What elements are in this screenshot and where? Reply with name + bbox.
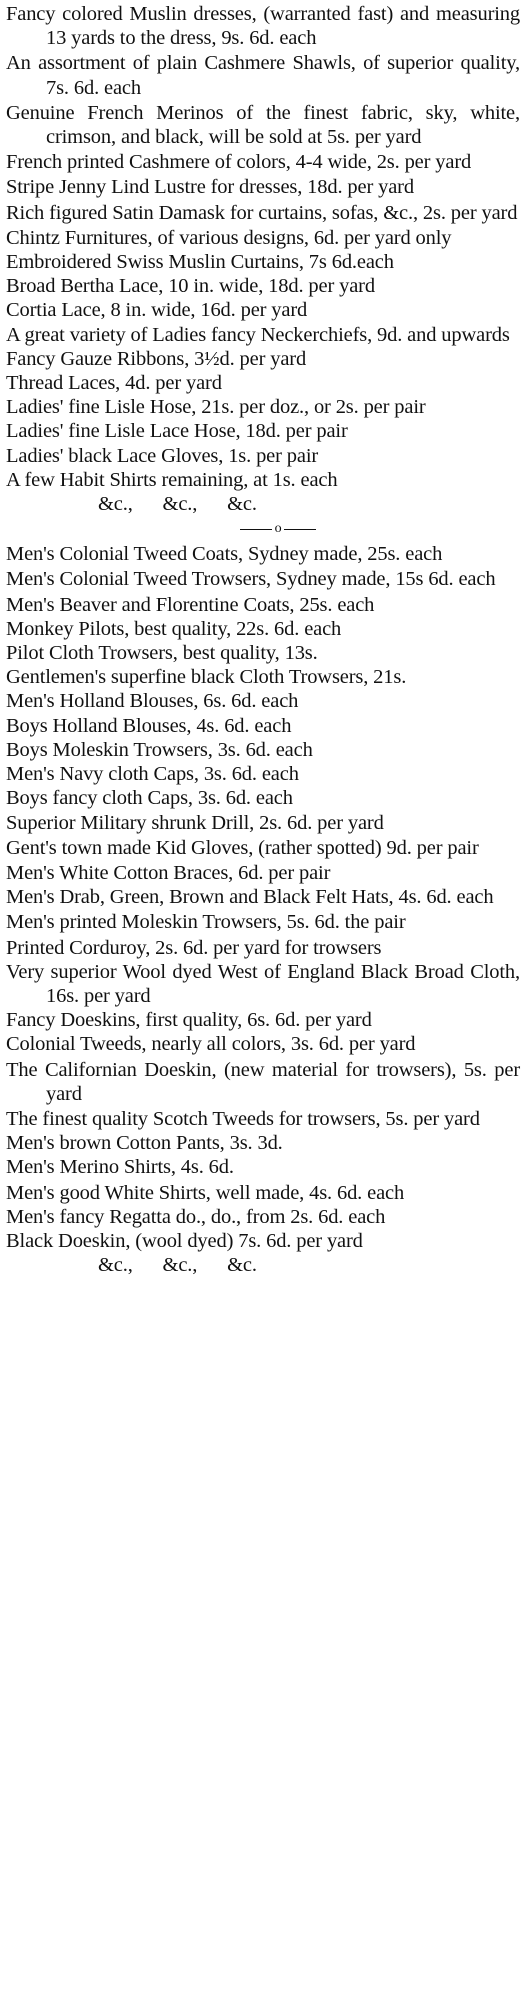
- divider-ornament: o: [274, 521, 282, 537]
- list-item: Boys fancy cloth Caps, 3s. 6d. each: [6, 787, 293, 810]
- list-item: Men's Colonial Tweed Trowsers, Sydney made, 15s 6d. each: [6, 568, 496, 591]
- list-item: Printed Corduroy, 2s. 6d. per yard for trowsers: [6, 936, 382, 959]
- list-item: Embroidered Swiss Muslin Curtains, 7s 6d.each: [6, 251, 394, 274]
- list-item: Monkey Pilots, best quality, 22s. 6d. each: [6, 617, 342, 640]
- list-item: Rich figured Satin Damask for curtains, sofas, &c., 2s. per yard: [6, 201, 518, 224]
- list-item: Men's White Cotton Braces, 6d. per pair: [6, 861, 331, 884]
- list-item: The finest quality Scotch Tweeds for trowsers, 5s. per yard: [6, 1107, 480, 1130]
- list-item: Men's Holland Blouses, 6s. 6d. each: [6, 690, 299, 713]
- list-item: Ladies' black Lace Gloves, 1s. per pair: [6, 444, 319, 467]
- list-item: Men's good White Shirts, well made, 4s. 6d. each: [6, 1181, 405, 1204]
- list-item: Thread Laces, 4d. per yard: [6, 372, 222, 395]
- list-item: Ladies' fine Lisle Hose, 21s. per doz., or 2s. per pair: [6, 396, 426, 419]
- list-item: Stripe Jenny Lind Lustre for dresses, 18d. per yard: [6, 176, 414, 199]
- list-item: Fancy Doeskins, first quality, 6s. 6d. per yard: [6, 1009, 372, 1032]
- list-item: Very superior Wool dyed West of England Black Broad Cloth, 16s. per yard: [6, 960, 520, 1007]
- list-item: Men's Beaver and Florentine Coats, 25s. each: [6, 593, 375, 616]
- list-item: Boys Moleskin Trowsers, 3s. 6d. each: [6, 738, 313, 761]
- divider-rule-left: [240, 529, 272, 530]
- list-item: Boys Holland Blouses, 4s. 6d. each: [6, 714, 292, 737]
- list-item: Gentlemen's superfine black Cloth Trowsers, 21s.: [6, 666, 407, 689]
- list-item: Pilot Cloth Trowsers, best quality, 13s.: [6, 642, 318, 665]
- list-item: Chintz Furnitures, of various designs, 6d. per yard only: [6, 226, 452, 249]
- list-item: Broad Bertha Lace, 10 in. wide, 18d. per yard: [6, 275, 375, 298]
- list-item: Men's printed Moleskin Trowsers, 5s. 6d. the pair: [6, 911, 406, 934]
- list-item: Colonial Tweeds, nearly all colors, 3s. 6d. per yard: [6, 1033, 416, 1056]
- section-divider: [6, 516, 520, 542]
- list-item: Ladies' fine Lisle Lace Hose, 18d. per pair: [6, 420, 348, 443]
- list-item: Men's Drab, Green, Brown and Black Felt Hats, 4s. 6d. each: [6, 886, 494, 909]
- list-item: A few Habit Shirts remaining, at 1s. each: [6, 468, 338, 491]
- list-item: Fancy Gauze Ribbons, 3½d. per yard: [6, 347, 307, 370]
- list-item: A great variety of Ladies fancy Neckerchiefs, 9d. and upwards: [6, 323, 510, 346]
- list-item: Men's brown Cotton Pants, 3s. 3d.: [6, 1132, 283, 1155]
- ladies-goods-list: [6, 2, 520, 516]
- list-item: An assortment of plain Cashmere Shawls, of superior quality, 7s. 6d. each: [6, 52, 520, 99]
- list-item: Men's Merino Shirts, 4s. 6d.: [6, 1156, 234, 1179]
- list-item: Cortia Lace, 8 in. wide, 16d. per yard: [6, 299, 308, 322]
- list-item: Gent's town made Kid Gloves, (rather spotted) 9d. per pair: [6, 836, 479, 859]
- list-item: Men's fancy Regatta do., do., from 2s. 6d. each: [6, 1205, 386, 1228]
- etc-line: &c., &c., &c.: [98, 493, 257, 516]
- divider-rule-right: [284, 529, 316, 530]
- list-item: Men's Colonial Tweed Coats, Sydney made, 25s. each: [6, 543, 443, 566]
- mens-goods-list: [6, 542, 520, 1277]
- list-item: Black Doeskin, (wool dyed) 7s. 6d. per yard: [6, 1229, 363, 1252]
- list-item: French printed Cashmere of colors, 4-4 wide, 2s. per yard: [6, 151, 472, 174]
- list-item: Superior Military shrunk Drill, 2s. 6d. per yard: [6, 811, 384, 834]
- list-item: Fancy colored Muslin dresses, (warranted fast) and measuring 13 yards to the dress, 9s. 6d. each: [6, 3, 520, 50]
- list-item: The Californian Doeskin, (new material for trowsers), 5s. per yard: [6, 1058, 520, 1105]
- list-item: Men's Navy cloth Caps, 3s. 6d. each: [6, 763, 299, 786]
- etc-line: &c., &c., &c.: [98, 1254, 257, 1277]
- list-item: Genuine French Merinos of the finest fabric, sky, white, crimson, and black, will be sold at 5s. per yard: [6, 101, 520, 149]
